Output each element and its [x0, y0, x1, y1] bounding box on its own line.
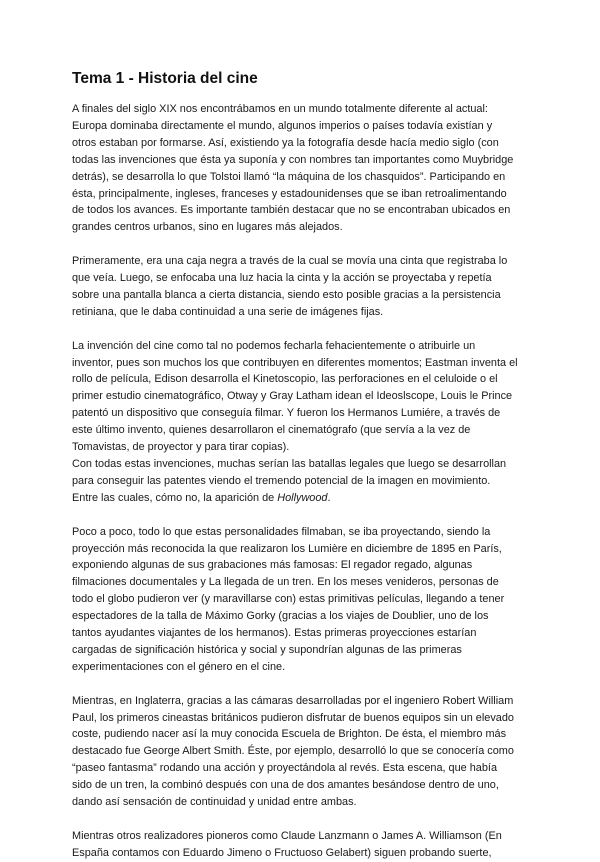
text-line: que veía. Luego, se enfocaba una luz hacia la cinta y la acción se proyectaba y repetía: [72, 272, 492, 285]
text-line: “paseo fantasma” rodando una acción y proyectándola al revés. Esta escena, que había: [72, 762, 498, 775]
text-line: [72, 490, 534, 507]
text-line: para conseguir las patentes viendo el tremendo potencial de la imagen en movimiento.: [72, 474, 491, 487]
text-line: A finales del siglo XIX nos encontrábamos en un mundo totalmente diferente al actual:: [72, 103, 488, 115]
text-line: rollo de película, Edison desarrolla el Kinetoscopio, las perforaciones en el celuloide o el: [72, 373, 498, 386]
text-line: cargadas de significación histórica y social y supondrían algunas de las primeras: [72, 643, 462, 656]
text-line: sobre una pantalla blanca a cierta distancia, siendo esto posible gracias a la persistencia: [72, 288, 501, 301]
text-line: proyección más reconocida la que realizaron los Lumière en diciembre de 1895 en París,: [72, 542, 502, 555]
paragraph-camera: [72, 253, 534, 321]
text-line: patentó un dispositivo que conseguía filmar. Y fueron los Hermanos Lumiére, a través de: [72, 407, 501, 420]
text-line: detrás), se desarrolla lo que Tolstoi llamó “la máquina de los chasquidos”. Participando en: [72, 170, 506, 183]
text-fragment: Entre las cuales, cómo no, la aparición de: [72, 491, 278, 504]
text-line: este último invento, quienes desarrollaron el cinematógrafo (que servía a la vez de: [72, 424, 471, 437]
text-line: Europa dominaba directamente el mundo, algunos imperios o países todavía existían y: [72, 119, 493, 132]
text-line: sido de un tren, la combinó después con una de dos amantes besándose dentro de uno,: [72, 779, 499, 792]
paragraph-lumiere: [72, 524, 534, 676]
page-title: Tema 1 - Historia del cine: [72, 70, 258, 87]
text-line: exponiendo algunas de sus grabaciones más famosas: El regador regado, algunas: [72, 559, 473, 572]
paragraph-patents: [72, 456, 534, 507]
text-line: tantos ayudantes viajantes de los hermanos). Estas primeras proyecciones estarían: [72, 627, 477, 640]
text-line: ésta, principalmente, ingleses, franceses y estadounidenses que se iban retroalimentando: [72, 187, 507, 200]
text-line: La invención del cine como tal no podemos fecharla fehacientemente o atribuirle un: [72, 339, 476, 352]
text-line: Mientras otros realizadores pioneros como Claude Lanzmann o James A. Williamson (En: [72, 829, 502, 842]
text-line: Primeramente, era una caja negra a través de la cual se movía una cinta que registraba lo: [72, 255, 508, 268]
paragraph-intro: [72, 101, 534, 236]
text-line: de todos los avances. Es importante también destacar que no se encontraban ubicados en: [72, 204, 511, 217]
text-line: grandes centros urbanos, sino en lugares más alejados.: [72, 221, 343, 234]
paragraph-pioneers: [72, 828, 534, 862]
text-line: Poco a poco, todo lo que estas personalidades filmaban, se iba proyectando, siendo la: [72, 525, 491, 538]
text-line: inventor, pues son muchos los que contribuyen en diferentes momentos; Eastman inventa el: [72, 356, 518, 369]
text-fragment: .: [327, 491, 331, 504]
text-line: Paul, los primeros cineastas británicos pudieron disfrutar de buenos equipos sin un elevado: [72, 711, 514, 724]
paragraph-invention: [72, 338, 534, 456]
document-body: [72, 101, 534, 862]
text-line: todo el globo pudieron ver (y maravillarse con) estas primitivas películas, llegando a tener: [72, 593, 505, 606]
text-line: otros estaban por formarse. Así, existiendo ya la fotografía desde hacía medio siglo (con: [72, 136, 499, 149]
text-line: España contamos con Eduardo Jimeno o Fructuoso Gelabert) siguen probando suerte,: [72, 846, 492, 859]
text-line: dando así sensación de continuidad y unidad entre ambas.: [72, 796, 357, 809]
text-line: experimentaciones con el género en el cine.: [72, 660, 286, 673]
text-line: filmaciones documentales y La llegada de un tren. En los meses venideros, personas de: [72, 576, 499, 589]
text-line: Con todas estas invenciones, muchas serían las batallas legales que luego se desarrollan: [72, 458, 507, 470]
text-line: espectadores de la talla de Máximo Gorky (gracias a los viajes de Doublier, uno de los: [72, 610, 489, 623]
text-line: retiniana, que le daba continuidad a una serie de imágenes fijas.: [72, 305, 384, 318]
text-line: Mientras, en Inglaterra, gracias a las cámaras desarrolladas por el ingeniero Robert William: [72, 694, 514, 707]
text-line: destacado fue George Albert Smith. Éste, por ejemplo, desarrolló lo que se conocería como: [72, 745, 514, 758]
text-line: Tomavistas, de proyector y para tirar copias).: [72, 441, 290, 454]
text-line: todas las invenciones que ésta ya suponía y con nombres tan importantes como Muybridge: [72, 153, 514, 166]
paragraph-brighton: [72, 693, 534, 811]
text-line: coste, pudiendo nacer así la muy conocida Escuela de Brighton. De ésta, el miembro más: [72, 728, 507, 741]
text-line: primer estudio cinematográfico, Otway y Gray Latham idean el Ideoslscope, Louis le Prince: [72, 390, 513, 403]
emphasis-hollywood: Hollywood: [277, 491, 328, 504]
